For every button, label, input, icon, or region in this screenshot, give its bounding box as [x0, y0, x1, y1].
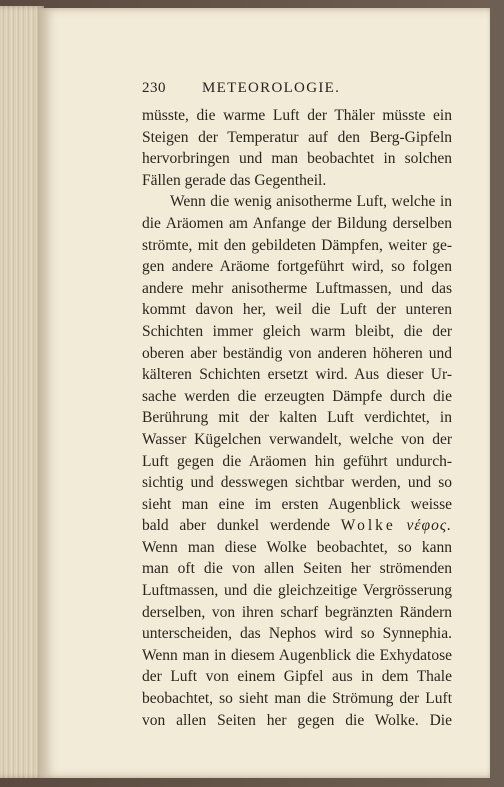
text-line: Luft gegen die Aräomen hin geführt undurch-	[142, 452, 452, 470]
text-line: beobachtet, so sieht man die Strömung der Luft	[142, 690, 452, 708]
line-text: bald aber dunkel werdende	[142, 517, 330, 535]
text-line: gen andere Aräome fortgeführt wird, so folgen	[142, 258, 452, 276]
body-text	[142, 105, 452, 731]
text-line: sichtig und desswegen sichtbar werden, und so	[142, 474, 452, 492]
text-line: man oft die von allen Seiten her strömenden	[142, 560, 452, 578]
text-line: der Luft von einem Gipfel aus in dem Thale	[142, 668, 452, 686]
greek-word: νέφος.	[406, 517, 453, 535]
text-line: müsste, die warme Luft der Thäler müsste ein	[142, 107, 452, 124]
scan-edge	[490, 0, 504, 787]
text-line: sache werden die erzeugten Dämpfe durch die	[142, 387, 452, 405]
text-line: kälteren Schichten ersetzt wird. Aus dieser Ur-	[142, 366, 452, 384]
text-line: Wenn die wenig anisotherme Luft, welche in	[170, 193, 452, 211]
text-line: Wasser Kügelchen verwandelt, welche von der	[142, 430, 452, 448]
text-line: sieht man eine im ersten Augenblick weisse	[142, 495, 452, 513]
running-head: METEOROLOGIE.	[202, 80, 341, 96]
spaced-word: Wolke	[340, 517, 396, 535]
text-line: Schichten immer gleich warm bleibt, die der	[142, 322, 452, 340]
text-line: oberen aber beständig von anderen höheren und	[142, 344, 452, 362]
text-line: Fällen gerade das Gegentheil.	[142, 171, 327, 189]
text-line: die Aräomen am Anfange der Bildung derselben	[142, 214, 452, 232]
text-line: strömte, mit den gebildeten Dämpfen, weiter ge-	[142, 236, 452, 254]
page-header	[142, 80, 452, 102]
page-number: 230	[142, 80, 166, 96]
text-line: hervorbringen und man beobachtet in solchen	[142, 150, 452, 168]
text-line: Berührung mit der kalten Luft verdichtet, in	[142, 409, 452, 427]
page-edges-stack	[0, 6, 44, 778]
text-line-with-greek	[142, 515, 452, 537]
text-line: andere mehr anisotherme Luftmassen, und das	[142, 279, 452, 297]
text-line: Steigen der Temperatur auf den Berg-Gipfeln	[142, 128, 452, 146]
text-line: von allen Seiten her gegen die Wolke. Die	[142, 711, 452, 729]
text-line: Wenn man diese Wolke beobachtet, so kann	[142, 538, 452, 556]
text-line: unterscheiden, das Nephos wird so Synnephia.	[142, 625, 452, 643]
text-line: Wenn man in diesem Augenblick die Exhydatose	[142, 646, 452, 664]
text-line: Luftmassen, und die gleichzeitige Vergrösserung	[142, 582, 452, 600]
text-line: derselben, von ihren scharf begränzten Rändern	[142, 603, 452, 621]
text-line: kommt davon her, weil die Luft der unteren	[142, 301, 452, 319]
